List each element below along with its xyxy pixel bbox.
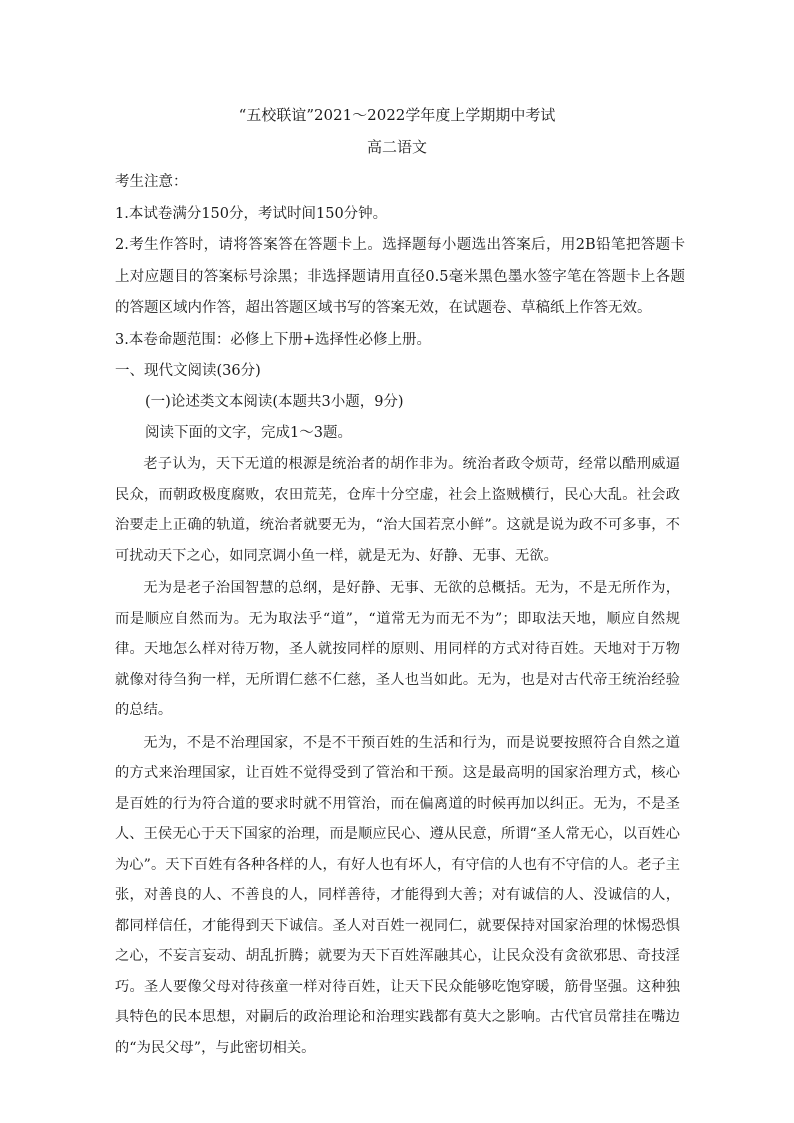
passage-paragraph-1: 老子认为，天下无道的根源是统治者的胡作非为。统治者政令烦苛，经常以酷刑威逼民众，而朝政极度腐败，农田荒芜，仓库十分空虚，社会上盗贼横行，民心大乱。社会政治要走上正确的轨道，统治者就要无为，“治大国若烹小鲜”。这就是说为政不可多事，不可扰动天下之心，如同烹调小鱼一样，就是无为、好静、无事、无欲。 — [115, 456, 680, 564]
subsection-heading: (一)论述类文本阅读(本题共3小题，9分) — [145, 394, 404, 410]
note-item-2-text: 2.考生作答时，请将答案答在答题卡上。选择题每小题选出答案后，用2B铅笔把答题卡上对应题目的答案标号涂黑；非选择题请用直径0.5毫米黑色墨水签字笔在答题卡上各题的答题区域内作答，超出答题区域书写的答案无效，在试题卷、草稿纸上作答无效。 — [115, 237, 685, 316]
reading-instruction: 阅读下面的文字，完成1～3题。 — [145, 425, 352, 441]
note-item-3: 3.本卷命题范围：必修上下册+选择性必修上册。 — [115, 331, 431, 348]
candidate-notes — [115, 167, 685, 356]
note-item-2 — [115, 230, 685, 325]
notes-heading: 考生注意： — [115, 174, 188, 190]
passage-paragraph-2: 无为是老子治国智慧的总纲，是好静、无事、无欲的总概括。无为，不是无所作为，而是顺应自然而为。无为取法乎“道”，“道常无为而无不为”；即取法天地，顺应自然规律。天地怎么样对待万物，圣人就按同样的原则、用同样的方式对待百姓。天地对于万物就像对待刍狗一样，无所谓仁慈不仁慈，圣人也当如此。无为，也是对古代帝王统治经验的总结。 — [115, 580, 680, 718]
note-item-1: 1.本试卷满分150分，考试时间150分钟。 — [115, 205, 388, 222]
passage-paragraph-3: 无为，不是不治理国家，不是不干预百姓的生活和行为，而是说要按照符合自然之道的方式来治理国家，让百姓不觉得受到了管治和干预。这是最高明的国家治理方式，核心是百姓的行为符合道的要求时就不用管治，而在偏离道的时候再加以纠正。无为，不是圣人、王侯无心于天下国家的治理，而是顺应民心、遵从民意，所谓“圣人常无心，以百姓心为心”。天下百姓有各种各样的人，有好人也有坏人，有守信的人也有不守信的人。老子主张，对善良的人、不善良的人，同样善待，才能得到大善；对有诚信的人、没诚信的人，都同样信任，才能得到天下诚信。圣人对百姓一视同仁，就要保持对国家治理的怵惕恐惧之心，不妄言妄动、胡乱折腾；就要为天下百姓浑融其心，让民众没有贪欲邪思、奇技淫巧。圣人要像父母对待孩童一样对待百姓，让天下民众能够吃饱穿暖，筋骨坚强。这种独具特色的民本思想，对嗣后的政治理论和治理实践都有莫大之影响。古代官员常挂在嘴边的“为民父母”，与此密切相关。 — [115, 734, 680, 1056]
exam-title: “五校联谊”2021～2022学年度上学期期中考试 — [238, 106, 556, 124]
reading-passage — [115, 449, 680, 1065]
exam-subject: 高二语文 — [366, 138, 427, 156]
section-heading: 一、现代文阅读(36分) — [115, 363, 261, 379]
